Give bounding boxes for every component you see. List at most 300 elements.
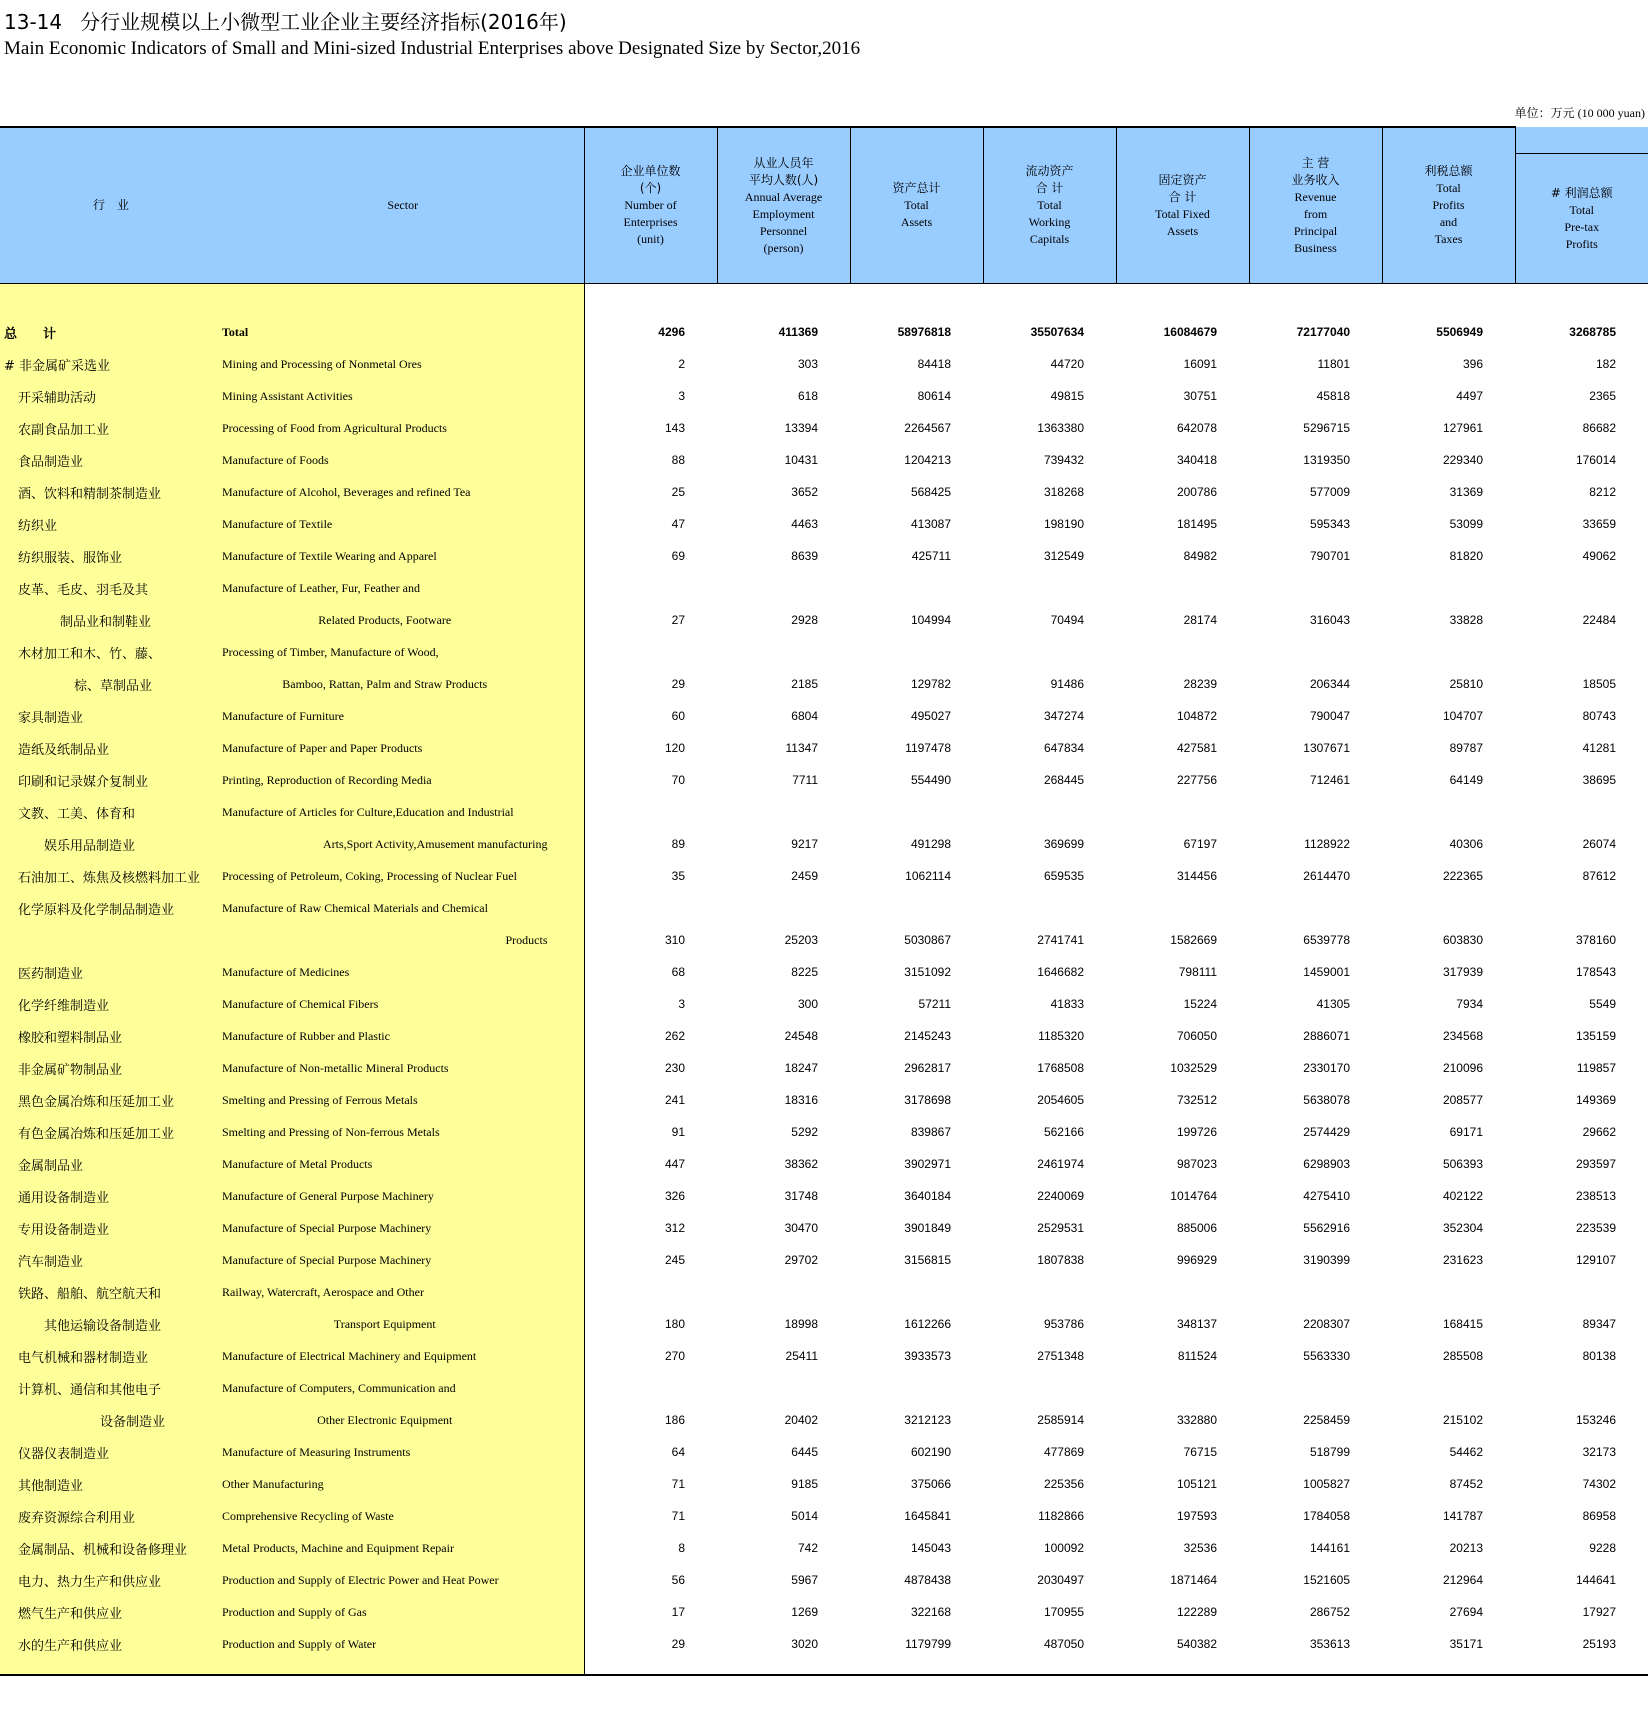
value-cell <box>983 1372 1116 1404</box>
sector-en: Total <box>222 324 249 339</box>
value-cell: 56 <box>671 1573 685 1587</box>
sector-en: Bamboo, Rattan, Palm and Straw Products <box>282 676 488 691</box>
value-cell: 24548 <box>784 1029 818 1043</box>
value-cell: 602190 <box>910 1445 951 1459</box>
value-cell: 31369 <box>1449 485 1483 499</box>
sector-cell <box>0 1212 584 1244</box>
sector-cell <box>0 1340 584 1372</box>
value-cell: 317939 <box>1442 965 1483 979</box>
value-cell: 1612266 <box>904 1317 951 1331</box>
table-row <box>0 1052 1648 1084</box>
value-cell: 347274 <box>1043 709 1084 723</box>
table-row <box>0 1468 1648 1500</box>
value-cell: 2751348 <box>1037 1349 1084 1363</box>
value-cell: 40306 <box>1449 837 1483 851</box>
value-cell <box>850 1276 983 1308</box>
value-cell <box>983 796 1116 828</box>
sector-cell <box>0 1596 584 1628</box>
table-row <box>0 860 1648 892</box>
header-line: 主 营 <box>1301 155 1330 170</box>
table-row <box>0 380 1648 412</box>
value-cell: 238513 <box>1575 1189 1616 1203</box>
value-cell <box>584 796 717 828</box>
value-cell: 186 <box>664 1413 685 1427</box>
value-cell: 340418 <box>1176 453 1217 467</box>
value-cell: 2240069 <box>1037 1189 1084 1203</box>
value-cell <box>1249 892 1382 924</box>
value-cell: 568425 <box>910 485 951 499</box>
sector-cell <box>0 892 584 924</box>
page-title-cn <box>4 6 567 35</box>
sector-cn: 铁路、船舶、航空航天和 <box>18 1286 162 1302</box>
sector-en: Products <box>505 932 548 947</box>
value-cell: 5296715 <box>1303 421 1350 435</box>
value-cell: 447 <box>664 1157 685 1171</box>
title-cn-text: 分行业规模以上小微型工业企业主要经济指标(2016年) <box>80 10 567 34</box>
value-cell: 603830 <box>1442 933 1483 947</box>
value-cell <box>717 1372 850 1404</box>
sector-cn: 计算机、通信和其他电子 <box>18 1382 162 1398</box>
value-cell: 25 <box>671 485 685 499</box>
value-cell: 3212123 <box>904 1413 951 1427</box>
value-cell <box>983 1276 1116 1308</box>
sector-en: Processing of Petroleum, Coking, Processing of Nuclear Fuel <box>222 868 517 883</box>
sector-cn: 非金属矿物制品业 <box>18 1062 123 1078</box>
sector-cn: 医药制造业 <box>18 966 84 982</box>
header-line: Total <box>1037 198 1062 212</box>
value-cell: 2030497 <box>1037 1573 1084 1587</box>
table-row <box>0 604 1648 636</box>
value-cell <box>1515 1276 1648 1308</box>
header-line: Number of <box>624 198 677 212</box>
value-cell: 71 <box>671 1509 685 1523</box>
value-cell: 3178698 <box>904 1093 951 1107</box>
sector-cn: 黑色金属冶炼和压延加工业 <box>18 1094 175 1110</box>
value-cell: 64 <box>671 1445 685 1459</box>
value-cell: 562166 <box>1043 1125 1084 1139</box>
sector-cn: 总 计 <box>4 326 57 342</box>
sector-cn: 皮革、毛皮、羽毛及其 <box>18 582 149 598</box>
sector-cell <box>0 572 584 604</box>
header-line: (person) <box>763 240 804 255</box>
value-cell: 29662 <box>1582 1125 1616 1139</box>
sector-cn: 废弃资源综合利用业 <box>18 1510 136 1526</box>
table-row <box>0 1596 1648 1628</box>
value-cell: 1319350 <box>1303 453 1350 467</box>
value-cell: 2585914 <box>1037 1413 1084 1427</box>
table-row <box>0 924 1648 956</box>
header-line: 固定资产 <box>1158 172 1207 187</box>
table-row <box>0 1084 1648 1116</box>
value-cell: 1307671 <box>1303 741 1350 755</box>
value-cell: 2264567 <box>904 421 951 435</box>
value-cell: 495027 <box>910 709 951 723</box>
sector-cell <box>0 476 584 508</box>
header-sector-cn: 行 业 <box>92 198 129 212</box>
sector-cell <box>0 380 584 412</box>
value-cell: 29 <box>671 1637 685 1651</box>
value-cell: 1179799 <box>905 1637 951 1651</box>
value-cell: 2208307 <box>1303 1317 1350 1331</box>
sector-cn: 印刷和记录媒介复制业 <box>18 774 149 790</box>
value-cell: 270 <box>664 1349 685 1363</box>
value-cell: 3151092 <box>904 965 951 979</box>
sector-cell <box>0 316 584 348</box>
value-cell: 80138 <box>1582 1349 1616 1363</box>
table-row <box>0 796 1648 828</box>
value-cell: 25203 <box>784 933 818 947</box>
sector-cn: 木材加工和木、竹、藤、 <box>18 646 162 662</box>
sector-cell <box>0 1404 584 1436</box>
value-cell: 8 <box>678 1541 685 1555</box>
sector-cell <box>0 1084 584 1116</box>
value-cell: 54462 <box>1449 1445 1483 1459</box>
value-cell: 322168 <box>910 1605 951 1619</box>
sector-cell <box>0 1500 584 1532</box>
value-cell: 88 <box>671 453 685 467</box>
header-line: 合 计 <box>1168 189 1197 204</box>
header-line: Enterprises <box>623 215 678 229</box>
value-cell: 69 <box>671 549 685 563</box>
value-cell: 348137 <box>1176 1317 1217 1331</box>
value-cell: 68 <box>671 965 685 979</box>
value-cell: 20402 <box>784 1413 818 1427</box>
sector-en: Production and Supply of Gas <box>222 1604 367 1619</box>
value-cell: 712461 <box>1309 773 1350 787</box>
sector-cn: 有色金属冶炼和压延加工业 <box>18 1126 175 1142</box>
value-cell: 577009 <box>1309 485 1350 499</box>
value-cell <box>1515 1372 1648 1404</box>
value-cell: 2 <box>678 357 685 371</box>
sector-en: Manufacture of Rubber and Plastic <box>222 1028 390 1043</box>
sector-en: Manufacture of Special Purpose Machinery <box>222 1220 432 1235</box>
sector-en: Production and Supply of Electric Power and Heat Power <box>222 1572 499 1587</box>
value-cell <box>850 1372 983 1404</box>
value-cell: 49062 <box>1582 549 1616 563</box>
table-row <box>0 764 1648 796</box>
value-cell: 91 <box>671 1125 685 1139</box>
value-cell: 996929 <box>1176 1253 1217 1267</box>
value-cell: 84982 <box>1183 549 1217 563</box>
value-cell: 35507634 <box>1030 325 1084 339</box>
value-cell: 506393 <box>1442 1157 1483 1171</box>
sector-cell <box>0 1628 584 1660</box>
value-cell: 1582669 <box>1170 933 1217 947</box>
value-cell: 790047 <box>1309 709 1350 723</box>
value-cell: 6804 <box>791 709 818 723</box>
sector-en: Manufacture of Paper and Paper Products <box>222 740 423 755</box>
value-cell: 231623 <box>1442 1253 1483 1267</box>
sector-cn: 纺织业 <box>18 518 58 534</box>
unit-cn: 单位：万元 <box>1514 106 1575 120</box>
sector-cn: 纺织服装、服饰业 <box>18 550 123 566</box>
value-cell: 3902971 <box>904 1157 951 1171</box>
header-line: Personnel <box>759 223 808 238</box>
header-col-pretax-profits <box>1515 127 1648 284</box>
value-cell: 3020 <box>791 1637 818 1651</box>
value-cell: 86958 <box>1582 1509 1616 1523</box>
value-cell: 2459 <box>791 869 818 883</box>
value-cell: 491298 <box>910 837 951 851</box>
value-cell <box>983 636 1116 668</box>
value-cell: 332880 <box>1176 1413 1217 1427</box>
page-title-en: Main Economic Indicators of Small and Mini-sized Industrial Enterprises above Designated Size by Sector,2016 <box>4 38 861 59</box>
value-cell: 742 <box>797 1541 818 1555</box>
value-cell: 1784058 <box>1303 1509 1350 1523</box>
value-cell: 303 <box>797 357 818 371</box>
value-cell: 225356 <box>1043 1477 1084 1491</box>
value-cell: 25193 <box>1582 1637 1616 1651</box>
sector-cn: 仪器仪表制造业 <box>18 1446 110 1462</box>
value-cell: 1014764 <box>1170 1189 1217 1203</box>
value-cell: 310 <box>664 933 685 947</box>
value-cell: 31748 <box>784 1189 818 1203</box>
sector-cn: 电力、热力生产和供应业 <box>18 1574 162 1590</box>
value-cell: 595343 <box>1309 517 1350 531</box>
value-cell <box>850 796 983 828</box>
sector-cell <box>0 1564 584 1596</box>
sector-en: Manufacture of Foods <box>222 452 329 467</box>
value-cell: 5506949 <box>1436 325 1483 339</box>
sector-cn: 文教、工美、体育和 <box>18 806 136 822</box>
value-cell <box>1116 1276 1249 1308</box>
sector-en: Mining and Processing of Nonmetal Ores <box>222 356 422 371</box>
table-row <box>0 1404 1648 1436</box>
value-cell: 3652 <box>791 485 818 499</box>
sector-en: Related Products, Footware <box>318 612 452 627</box>
value-cell: 739432 <box>1043 453 1084 467</box>
value-cell: 790701 <box>1309 549 1350 563</box>
value-cell: 6539778 <box>1303 933 1350 947</box>
header-line: 利税总额 <box>1424 164 1473 178</box>
value-cell: 16084679 <box>1163 325 1217 339</box>
value-cell: 6298903 <box>1303 1157 1350 1171</box>
value-cell: 33828 <box>1449 613 1483 627</box>
sector-en: Manufacture of Computers, Communication and <box>222 1380 456 1395</box>
value-cell: 16091 <box>1183 357 1217 371</box>
value-cell: 1204213 <box>904 453 951 467</box>
value-cell: 15224 <box>1183 997 1217 1011</box>
sector-en: Manufacture of Non-metallic Mineral Products <box>222 1060 449 1075</box>
header-line: Revenue <box>1294 189 1337 204</box>
value-cell: 2330170 <box>1303 1061 1350 1075</box>
header-line: 从业人员年 <box>753 155 814 170</box>
value-cell: 798111 <box>1178 965 1217 979</box>
value-cell <box>850 572 983 604</box>
value-cell: 1768508 <box>1037 1061 1084 1075</box>
value-cell: 2258459 <box>1303 1413 1350 1427</box>
value-cell: 352304 <box>1442 1221 1483 1235</box>
header-col-employment <box>717 127 850 284</box>
value-cell: 76715 <box>1183 1445 1217 1459</box>
value-cell: 222365 <box>1442 869 1483 883</box>
value-cell: 8225 <box>791 965 818 979</box>
value-cell: 316043 <box>1309 613 1350 627</box>
value-cell: 9185 <box>791 1477 818 1491</box>
table-row <box>0 668 1648 700</box>
value-cell: 2614470 <box>1303 869 1350 883</box>
header-sector-en: Sector <box>387 198 419 212</box>
value-cell: 885006 <box>1176 1221 1217 1235</box>
sector-cn: 电气机械和器材制造业 <box>18 1350 149 1366</box>
sector-cn: 石油加工、炼焦及核燃料加工业 <box>18 870 201 886</box>
header-sector <box>0 127 584 284</box>
value-cell: 487050 <box>1043 1637 1084 1651</box>
value-cell: 33659 <box>1582 517 1616 531</box>
sector-cell <box>0 1244 584 1276</box>
value-cell: 178543 <box>1575 965 1616 979</box>
value-cell: 64149 <box>1449 773 1483 787</box>
value-cell: 29702 <box>784 1253 818 1267</box>
sector-cn: # 非金属矿采选业 <box>4 358 111 374</box>
table-row <box>0 1148 1648 1180</box>
value-cell <box>1116 636 1249 668</box>
value-cell: 647834 <box>1043 741 1084 755</box>
value-cell: 396 <box>1462 357 1483 371</box>
sector-en: Other Electronic Equipment <box>317 1412 453 1427</box>
value-cell: 70494 <box>1050 613 1084 627</box>
value-cell: 72177040 <box>1296 325 1350 339</box>
sector-cn: 食品制造业 <box>18 454 84 470</box>
value-cell: 13394 <box>784 421 818 435</box>
value-cell: 5292 <box>791 1125 818 1139</box>
unit-en: (10 000 yuan) <box>1577 106 1645 120</box>
table-row <box>0 1372 1648 1404</box>
sector-en: Comprehensive Recycling of Waste <box>222 1508 394 1523</box>
value-cell <box>1116 796 1249 828</box>
value-cell: 38695 <box>1582 773 1616 787</box>
value-cell: 57211 <box>918 997 951 1011</box>
table-row <box>0 1628 1648 1660</box>
value-cell: 176014 <box>1575 453 1616 467</box>
table-row <box>0 892 1648 924</box>
sector-cell <box>0 1276 584 1308</box>
sector-en: Metal Products, Machine and Equipment Repair <box>222 1540 454 1555</box>
value-cell: 1645841 <box>904 1509 951 1523</box>
header-line: (个) <box>639 181 662 195</box>
value-cell <box>983 892 1116 924</box>
value-cell: 1197478 <box>905 741 951 755</box>
value-cell: 1646682 <box>1037 965 1084 979</box>
value-cell <box>1515 636 1648 668</box>
value-cell: 35171 <box>1449 1637 1483 1651</box>
header-line: Profits <box>1432 198 1465 212</box>
sector-en: Manufacture of Furniture <box>222 708 344 723</box>
value-cell <box>717 1276 850 1308</box>
sector-cn: 其他运输设备制造业 <box>44 1318 162 1334</box>
header-line: 平均人数(人) <box>748 172 819 187</box>
value-cell <box>584 1372 717 1404</box>
table-row <box>0 1564 1648 1596</box>
value-cell: 2185 <box>791 677 818 691</box>
value-cell: 1269 <box>791 1605 818 1619</box>
value-cell: 241 <box>664 1093 685 1107</box>
value-cell: 314456 <box>1176 869 1217 883</box>
value-cell: 3268785 <box>1569 325 1616 339</box>
value-cell: 104872 <box>1176 709 1217 723</box>
value-cell: 127961 <box>1442 421 1483 435</box>
value-cell: 229340 <box>1442 453 1483 467</box>
sector-cell <box>0 508 584 540</box>
value-cell: 2145243 <box>904 1029 951 1043</box>
value-cell: 18998 <box>784 1317 818 1331</box>
value-cell: 618 <box>797 389 818 403</box>
value-cell: 38362 <box>784 1157 818 1171</box>
value-cell: 2054605 <box>1037 1093 1084 1107</box>
value-cell: 286752 <box>1309 1605 1350 1619</box>
sector-cell <box>0 1148 584 1180</box>
value-cell <box>1249 796 1382 828</box>
value-cell: 28174 <box>1183 613 1217 627</box>
unit-note <box>1515 104 1645 121</box>
value-cell: 293597 <box>1575 1157 1616 1171</box>
sector-cn: 水的生产和供应业 <box>18 1638 123 1654</box>
value-cell: 35 <box>671 869 685 883</box>
sector-cn: 金属制品、机械和设备修理业 <box>18 1542 188 1558</box>
value-cell: 312 <box>664 1221 685 1235</box>
value-cell: 1182866 <box>1038 1509 1084 1523</box>
value-cell: 104707 <box>1442 709 1483 723</box>
value-cell: 41305 <box>1316 997 1350 1011</box>
table-row <box>0 956 1648 988</box>
sector-cn: 金属制品业 <box>18 1158 84 1174</box>
value-cell: 262 <box>664 1029 685 1043</box>
sector-en: Transport Equipment <box>333 1316 436 1331</box>
value-cell: 1521605 <box>1303 1573 1350 1587</box>
value-cell: 2365 <box>1589 389 1616 403</box>
value-cell: 200786 <box>1176 485 1217 499</box>
sector-cell <box>0 1372 584 1404</box>
table-row <box>0 988 1648 1020</box>
value-cell: 49815 <box>1050 389 1084 403</box>
value-cell <box>1116 1372 1249 1404</box>
value-cell: 427581 <box>1176 741 1217 755</box>
value-cell: 4878438 <box>904 1573 951 1587</box>
value-cell: 206344 <box>1309 677 1350 691</box>
header-line: 合 计 <box>1035 181 1064 195</box>
value-cell: 71 <box>671 1477 685 1491</box>
table-row <box>0 1532 1648 1564</box>
value-cell: 180 <box>664 1317 685 1331</box>
header-line: and <box>1439 215 1458 229</box>
value-cell: 2962817 <box>904 1061 951 1075</box>
value-cell: 2461974 <box>1037 1157 1084 1171</box>
sector-cell <box>0 1020 584 1052</box>
value-cell: 28239 <box>1183 677 1217 691</box>
value-cell <box>584 636 717 668</box>
value-cell: 554490 <box>910 773 951 787</box>
sector-cell <box>0 1468 584 1500</box>
value-cell: 122289 <box>1176 1605 1217 1619</box>
value-cell: 87452 <box>1449 1477 1483 1491</box>
sector-cn: 家具制造业 <box>18 710 84 726</box>
value-cell: 411369 <box>778 325 818 339</box>
sector-en: Manufacture of Textile <box>222 516 333 531</box>
value-cell <box>1116 892 1249 924</box>
sector-en: Manufacture of General Purpose Machinery <box>222 1188 434 1203</box>
value-cell: 953786 <box>1043 1317 1084 1331</box>
value-cell: 3640184 <box>904 1189 951 1203</box>
value-cell: 145043 <box>910 1541 951 1555</box>
header-line: Annual Average <box>744 189 823 204</box>
value-cell: 144161 <box>1309 1541 1350 1555</box>
value-cell <box>1382 636 1515 668</box>
sector-en: Manufacture of Special Purpose Machinery <box>222 1252 432 1267</box>
table-row <box>0 1244 1648 1276</box>
value-cell: 69171 <box>1449 1125 1483 1139</box>
value-cell: 245 <box>664 1253 685 1267</box>
value-cell: 26074 <box>1582 837 1616 851</box>
